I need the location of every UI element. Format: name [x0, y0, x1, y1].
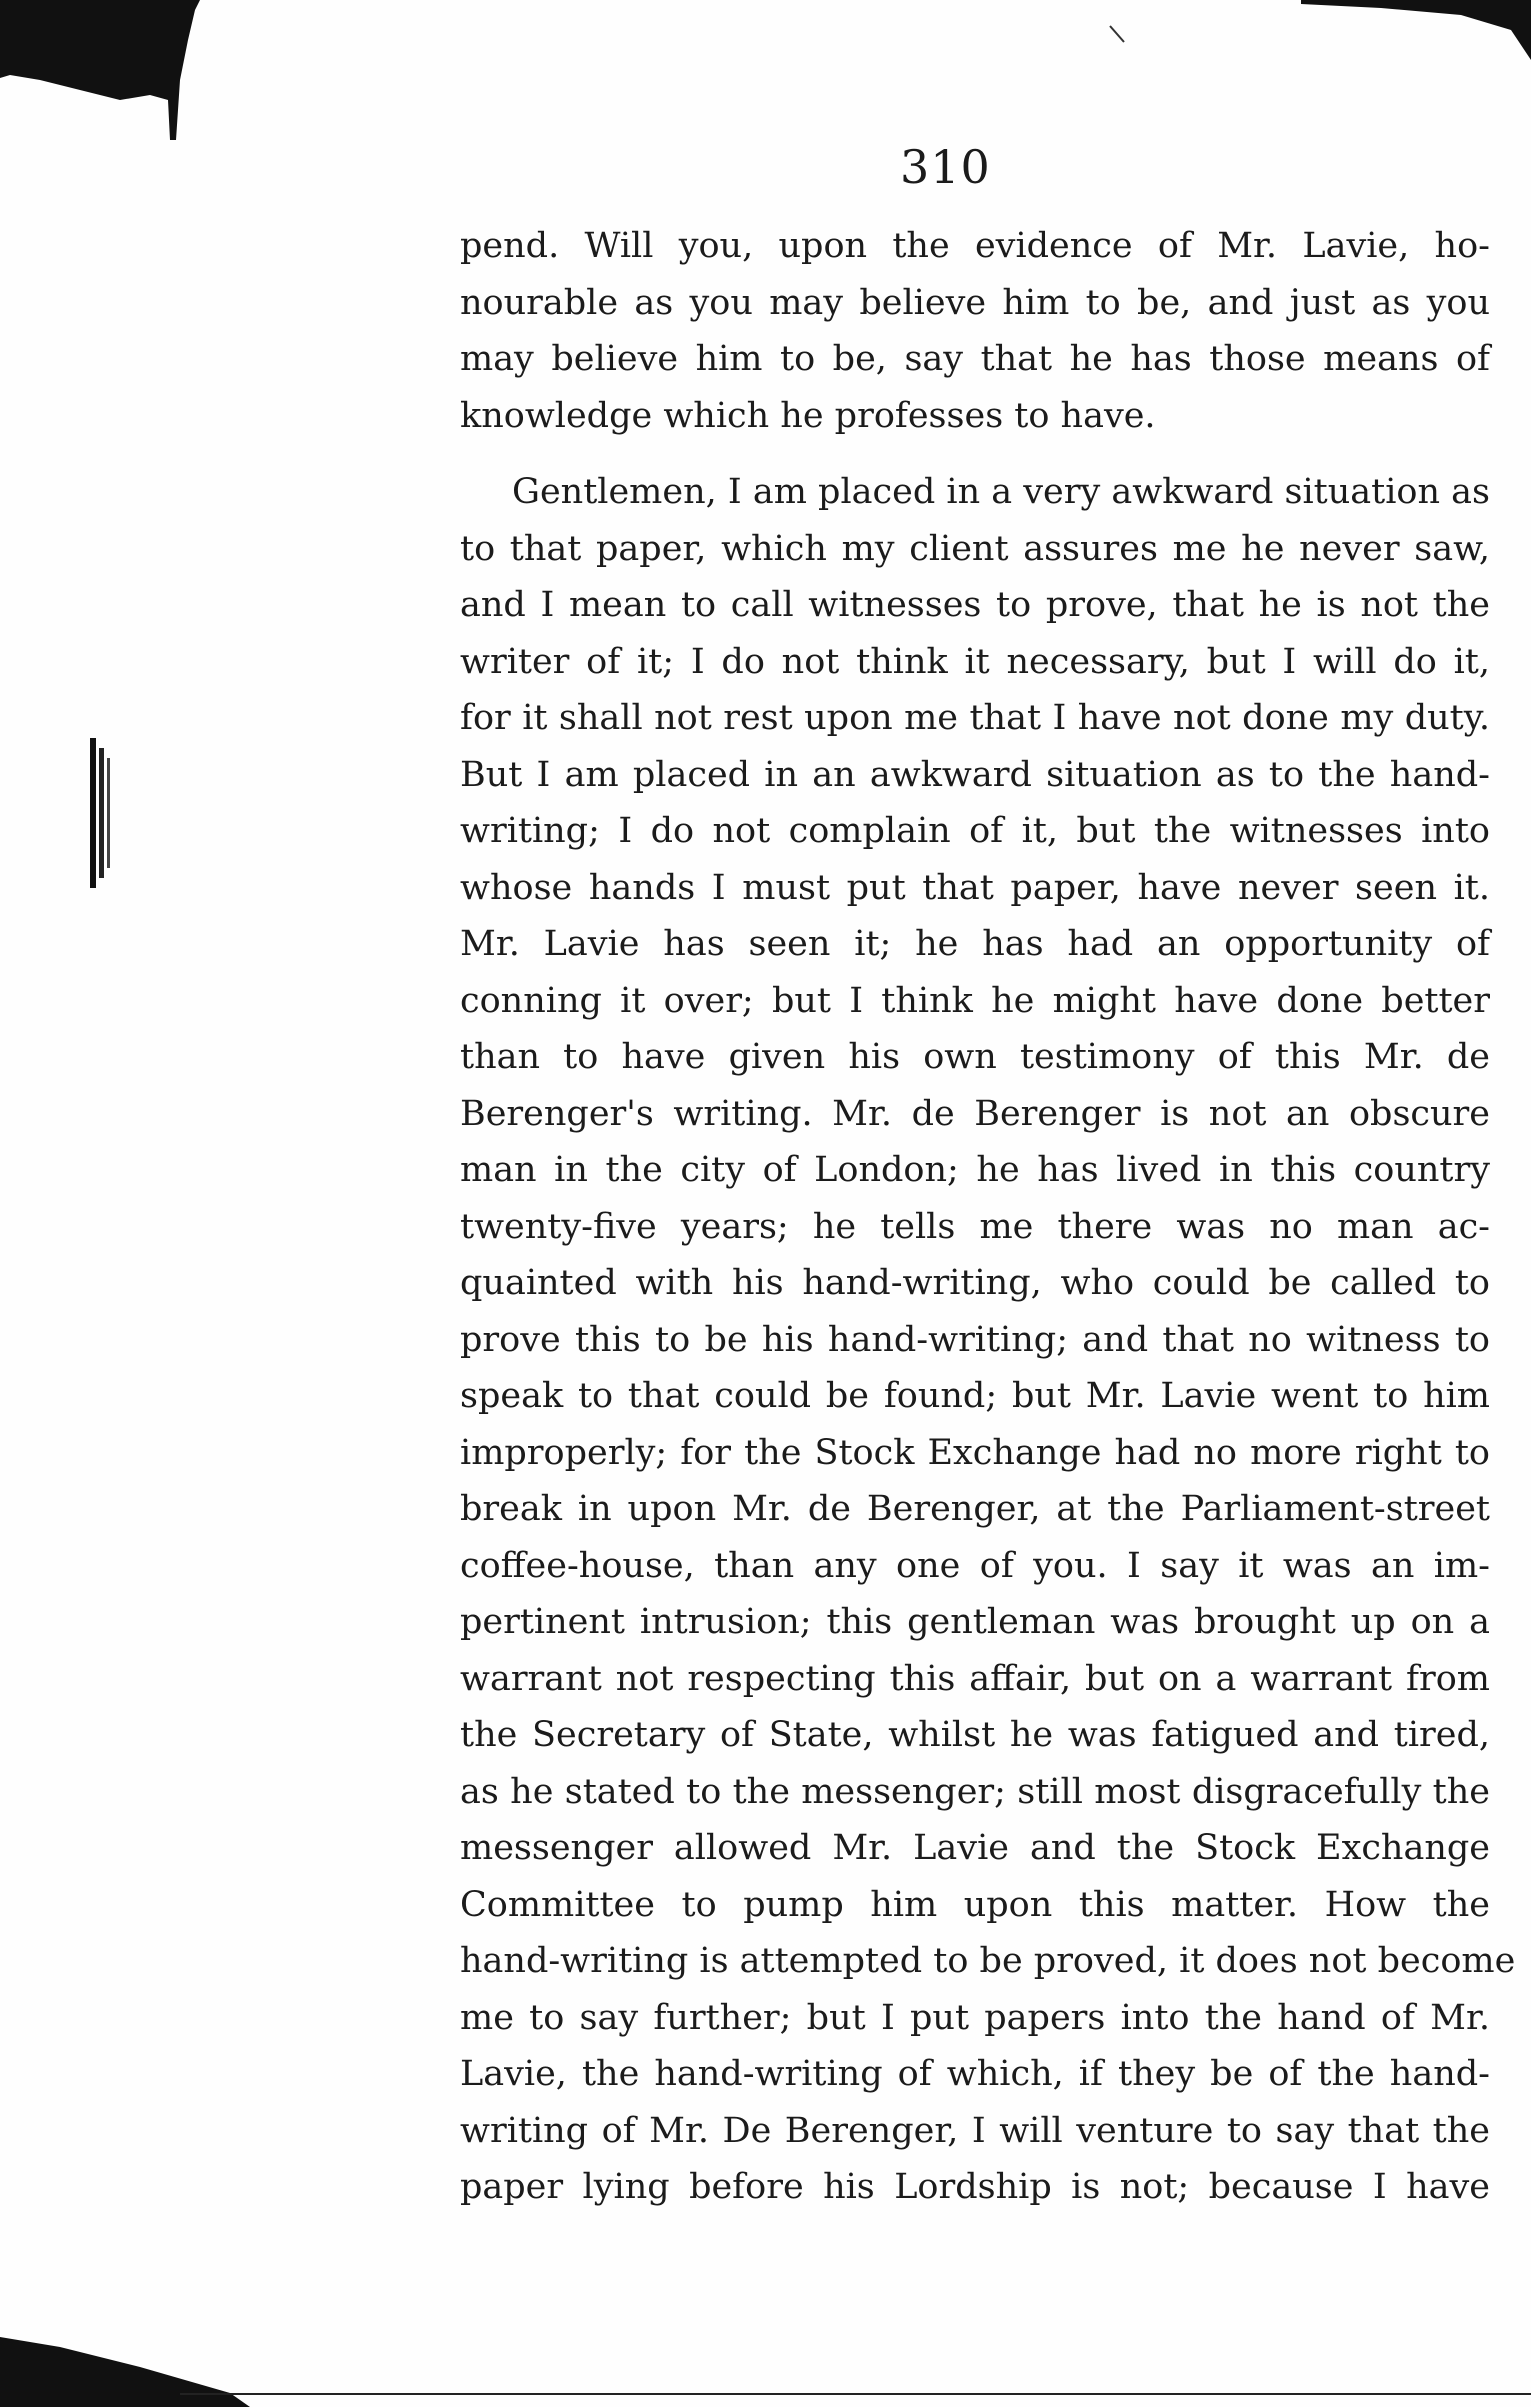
text-line: to that paper, which my client assures me he never saw,	[460, 528, 1490, 569]
paragraph-2	[460, 464, 1516, 2216]
text-line: whose hands I must put that paper, have never seen it.	[460, 867, 1490, 908]
text-line: writing of Mr. De Berenger, I will venture to say that the	[460, 2110, 1490, 2151]
text-line: Berenger's writing. Mr. de Berenger is not an obscure	[460, 1093, 1490, 1134]
page-number: 310	[900, 140, 991, 194]
text-line: Lavie, the hand-writing of which, if they be of the hand-	[460, 2054, 1490, 2094]
text-line: break in upon Mr. de Berenger, at the Parliament-street	[460, 1489, 1490, 1529]
text-line: may believe him to be, say that he has those means of	[460, 339, 1490, 379]
text-line: man in the city of London; he has lived in this country	[460, 1150, 1490, 1190]
scan-tick-mark	[1108, 24, 1128, 44]
text-line: knowledge which he professes to have.	[460, 395, 1156, 436]
scan-binding-marks	[86, 738, 116, 888]
text-line: prove this to be his hand-writing; and that no witness to	[460, 1319, 1490, 1360]
text-line: pend. Will you, upon the evidence of Mr. Lavie, ho-	[460, 226, 1490, 266]
text-line: warrant not respecting this affair, but on a warrant from	[460, 1658, 1490, 1699]
scan-edge-shadow	[0, 0, 200, 140]
text-line: pertinent intrusion; this gentleman was brought up on a	[460, 1602, 1490, 1642]
text-line: messenger allowed Mr. Lavie and the Stock Exchange	[460, 1828, 1490, 1868]
text-line: than to have given his own testimony of this Mr. de	[460, 1037, 1490, 1077]
text-line: nourable as you may believe him to be, and just as you	[460, 282, 1490, 323]
text-line: coffee-house, than any one of you. I say it was an im-	[460, 1545, 1490, 1586]
text-line: Gentlemen, I am placed in a very awkward situation as	[512, 472, 1490, 512]
text-line: paper lying before his Lordship is not; because I have	[460, 2167, 1490, 2207]
text-line: as he stated to the messenger; still most disgracefully the	[460, 1771, 1490, 1812]
scan-bottom-rule	[180, 2393, 1531, 2395]
text-line: me to say further; but I put papers into the hand of Mr.	[460, 1997, 1490, 2038]
text-line: Mr. Lavie has seen it; he has had an opportunity of	[460, 924, 1490, 964]
paragraph-1	[460, 218, 1490, 444]
text-line: writing; I do not complain of it, but the witnesses into	[460, 811, 1490, 851]
text-line: for it shall not rest upon me that I have not done my duty.	[460, 698, 1490, 738]
body-text	[460, 218, 1516, 2216]
text-line: But I am placed in an awkward situation as to the hand-	[460, 754, 1490, 795]
text-line: conning it over; but I think he might have done better	[460, 980, 1490, 1021]
text-line: improperly; for the Stock Exchange had no more right to	[460, 1432, 1490, 1473]
text-line: speak to that could be found; but Mr. Lavie went to him	[460, 1376, 1490, 1416]
text-line: the Secretary of State, whilst he was fatigued and tired,	[460, 1715, 1490, 1755]
text-line: Committee to pump him upon this matter. How the	[460, 1884, 1490, 1925]
text-line: hand-writing is attempted to be proved, it does not become	[460, 1941, 1516, 1981]
text-line: and I mean to call witnesses to prove, that he is not the	[460, 585, 1490, 625]
text-line: twenty-five years; he tells me there was no man ac-	[460, 1206, 1490, 1247]
text-line: writer of it; I do not think it necessary, but I will do it,	[460, 641, 1490, 682]
text-line: quainted with his hand-writing, who could be called to	[460, 1263, 1490, 1303]
scan-edge-shadow-bottom	[0, 2327, 250, 2407]
scan-edge-shadow-right	[1301, 0, 1531, 60]
